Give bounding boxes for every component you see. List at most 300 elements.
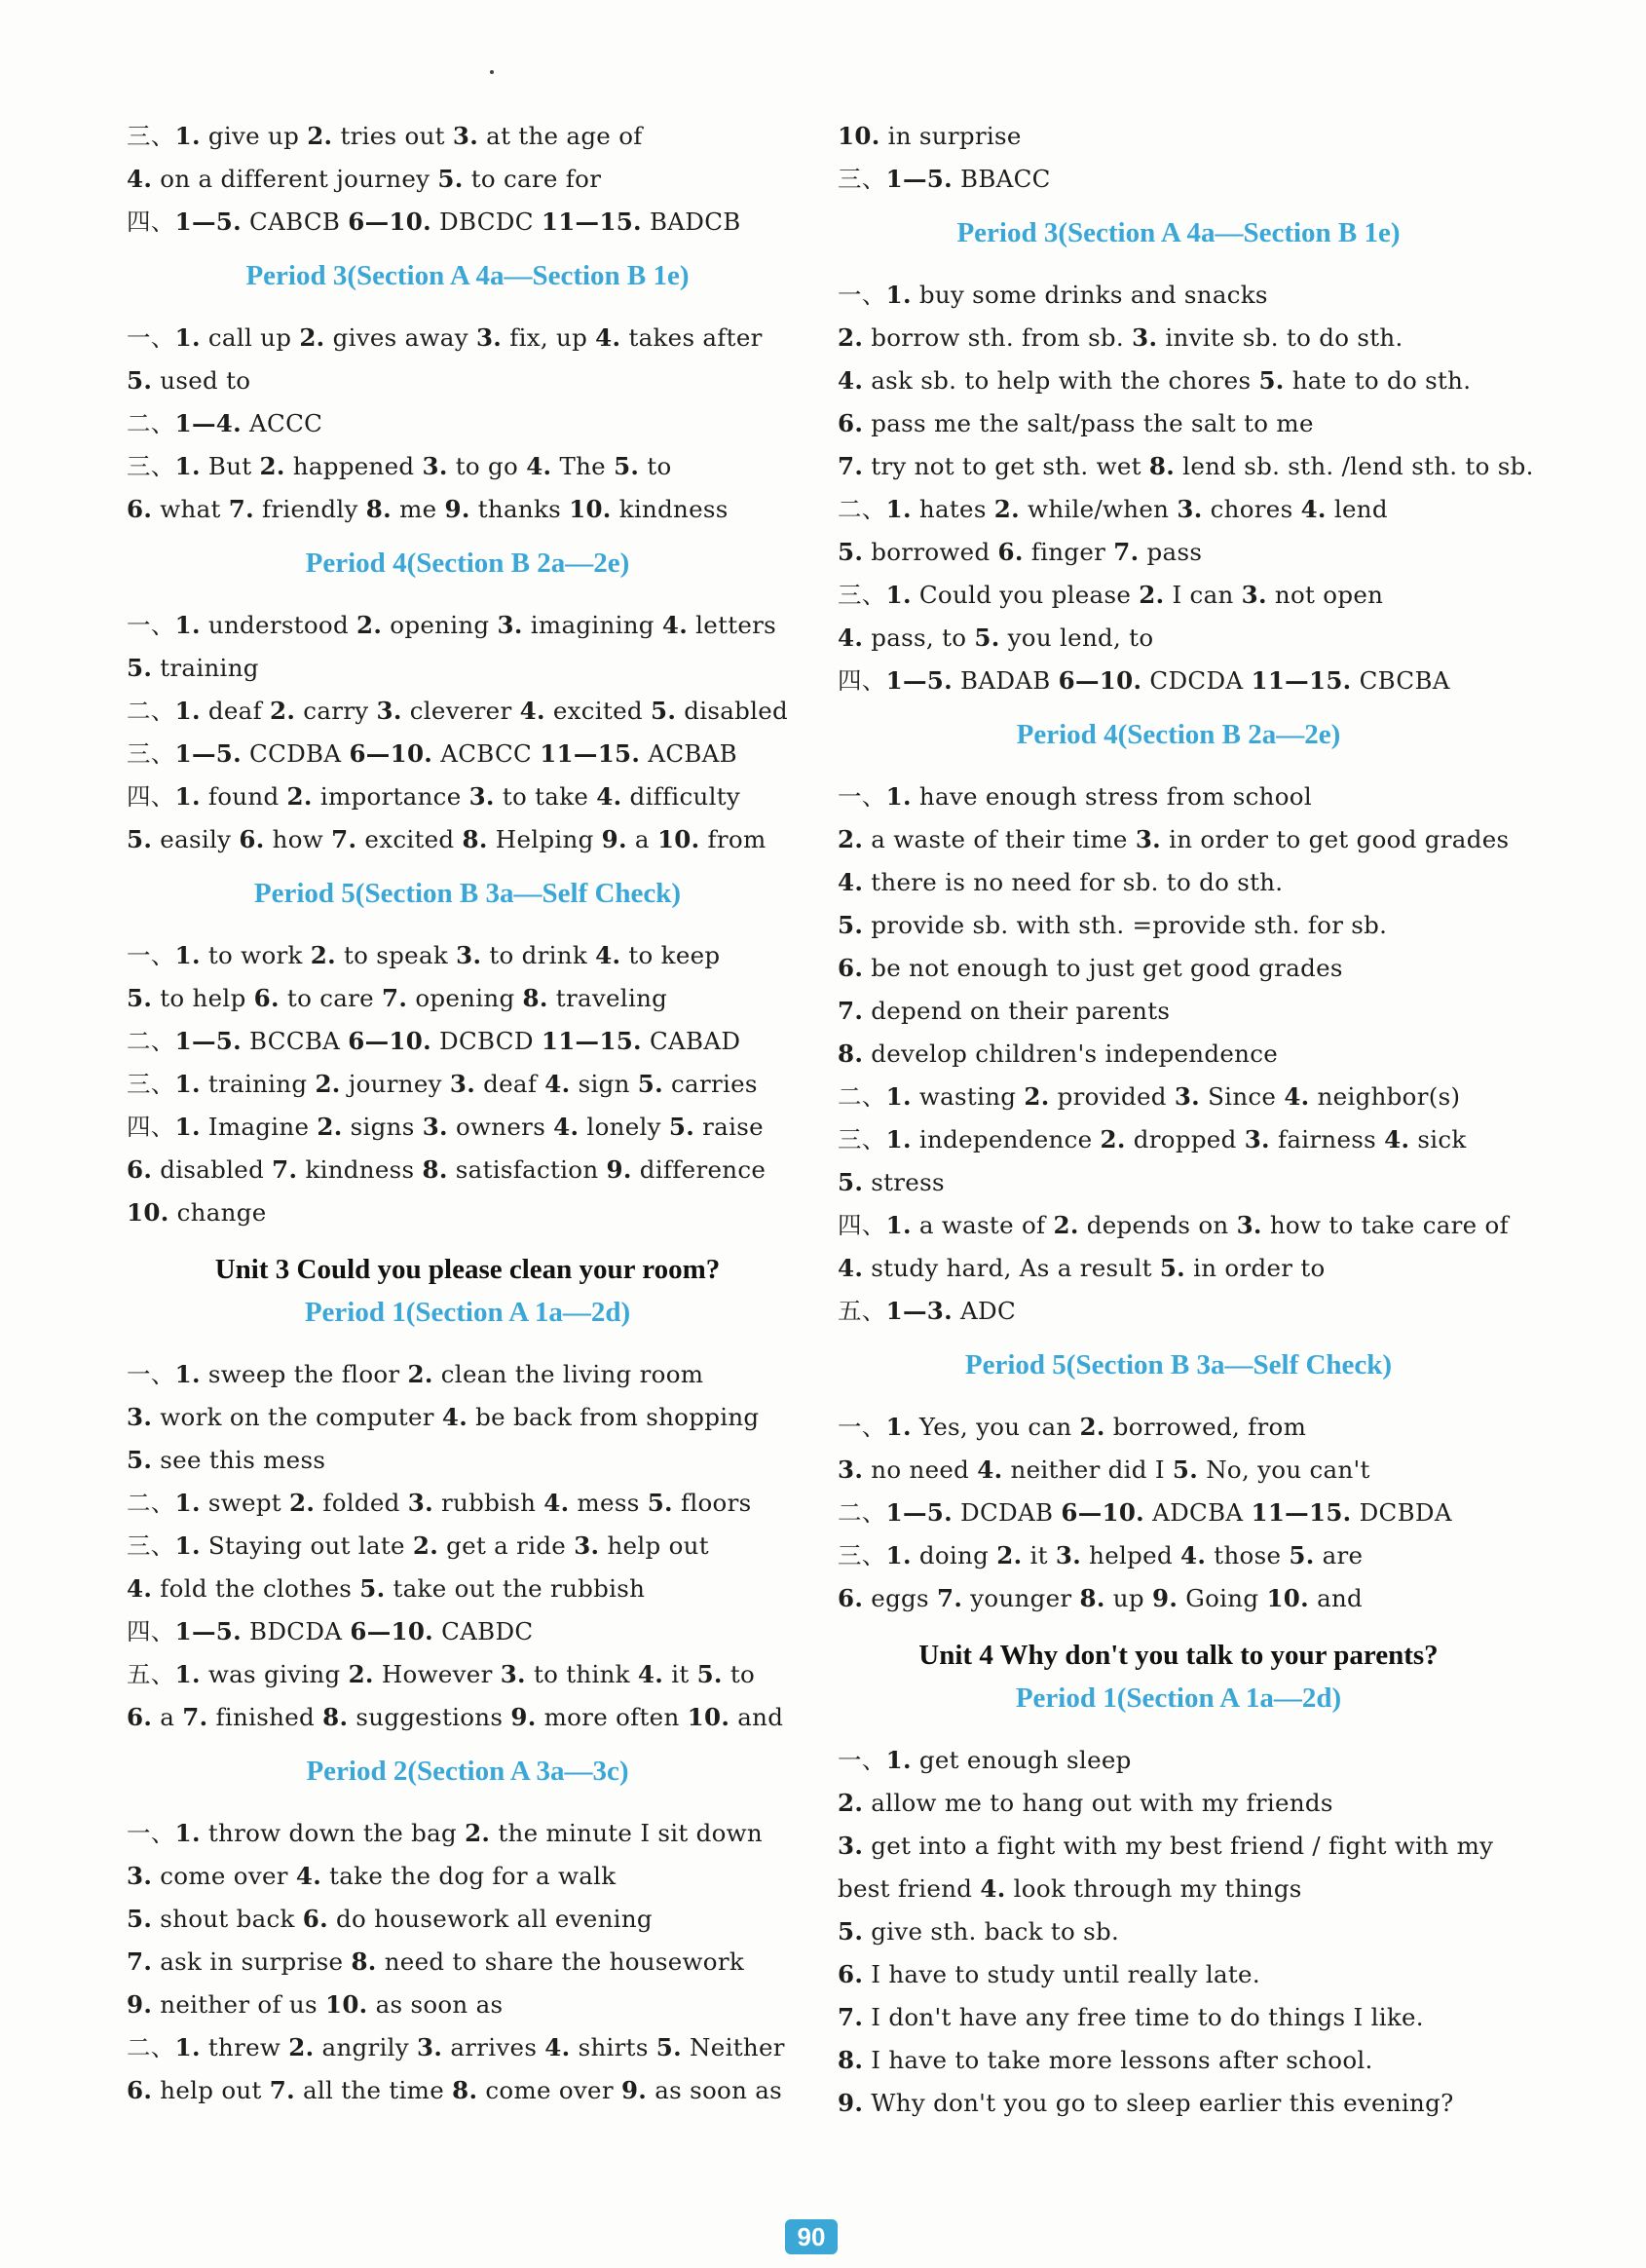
answer-text: Neither	[681, 2033, 785, 2061]
answer-line	[838, 1739, 1519, 1782]
answer-text: are	[1314, 1541, 1364, 1569]
answer-line	[838, 1782, 1519, 1825]
item-number: 5.	[127, 825, 153, 853]
answer-text: 三、	[127, 452, 175, 480]
answer-text: sweep the floor	[200, 1360, 408, 1388]
item-number: 2.	[299, 323, 325, 352]
answer-text: lonely	[579, 1113, 669, 1141]
answer-line	[838, 158, 1519, 201]
item-number: 8.	[322, 1703, 349, 1731]
answer-line	[838, 990, 1519, 1033]
answer-line	[838, 1996, 1519, 2039]
answer-text: 二、	[127, 1489, 175, 1517]
answer-text: 三、	[127, 122, 175, 150]
answer-text: finished	[207, 1703, 323, 1731]
answer-text: not open	[1266, 581, 1384, 609]
answer-text: excited	[544, 697, 651, 725]
answer-text: to go	[447, 452, 527, 480]
item-number: 7.	[838, 997, 864, 1025]
answer-text: kindness	[297, 1155, 423, 1184]
answer-text: satisfaction	[447, 1155, 607, 1184]
answer-line	[127, 977, 808, 1020]
answer-text: to	[722, 1660, 756, 1688]
item-number: 3.	[468, 782, 495, 811]
answer-line	[127, 1610, 808, 1653]
answer-text: opening	[407, 984, 523, 1012]
answer-text: I can	[1164, 581, 1242, 609]
period-heading: Period 5(Section B 3a—Self Check)	[253, 878, 682, 909]
answer-text: see this mess	[152, 1446, 326, 1474]
answer-text: used to	[152, 366, 251, 395]
item-number: 3.	[417, 2033, 443, 2061]
answer-line	[838, 1204, 1519, 1247]
right-answer-column	[838, 115, 1534, 2125]
item-number: 2.	[1079, 1413, 1105, 1441]
item-number: 5.	[637, 1070, 663, 1098]
item-number: 8.	[522, 984, 548, 1012]
answer-text: threw	[200, 2033, 289, 2061]
answer-line	[127, 1812, 808, 1855]
answer-text: borrowed, from	[1104, 1413, 1307, 1441]
item-number: 4.	[838, 1254, 864, 1282]
answer-text: 一、	[838, 1746, 886, 1774]
answer-text: difficulty	[621, 782, 741, 811]
answer-text: sign	[570, 1070, 638, 1098]
item-number: 11—15.	[1251, 666, 1352, 695]
item-number: 5.	[614, 452, 640, 480]
item-number: 9.	[1151, 1584, 1178, 1612]
answer-text: to care for	[463, 165, 602, 193]
answer-text: take out the rubbish	[385, 1574, 646, 1603]
left-answer-column	[127, 115, 808, 2112]
answer-text: best friend	[838, 1874, 981, 1903]
item-number: 1.	[174, 611, 201, 639]
answer-text: 一、	[838, 782, 886, 811]
item-number: 2.	[315, 1070, 341, 1098]
answer-text: 三、	[838, 1125, 886, 1153]
item-number: 4.	[1300, 495, 1327, 523]
answer-text: CBCBA	[1351, 666, 1450, 695]
answer-text: tries out	[332, 122, 453, 150]
answer-text: easily	[152, 825, 240, 853]
item-number: 1—5.	[885, 666, 953, 695]
answer-line	[838, 1577, 1519, 1620]
answer-text: borrowed	[863, 538, 998, 566]
item-number: 5.	[127, 1905, 153, 1933]
answer-text: on a different journey	[152, 165, 438, 193]
answer-text: Going	[1178, 1584, 1267, 1612]
answer-line	[838, 818, 1519, 861]
answer-text: do housework all evening	[327, 1905, 653, 1933]
answer-line	[838, 488, 1519, 531]
item-number: 5.	[650, 697, 677, 725]
answer-text: you lend, to	[999, 624, 1154, 652]
item-number: 8.	[1079, 1584, 1105, 1612]
item-number: 7.	[937, 1584, 963, 1612]
unit-heading: Unit 4 Why don't you talk to your parents?	[918, 1640, 1439, 1671]
answer-text: 一、	[127, 611, 175, 639]
answer-text: try not to get sth. wet	[863, 452, 1149, 480]
answer-text: deaf	[475, 1070, 545, 1098]
answer-text: it	[663, 1660, 697, 1688]
answer-line	[127, 1568, 808, 1610]
item-number: 2.	[407, 1360, 433, 1388]
answer-text: be not enough to just get good grades	[863, 954, 1343, 982]
item-number: 3.	[452, 122, 479, 150]
answer-text: I have to study until really late.	[863, 1960, 1260, 1988]
item-number: 10.	[838, 122, 880, 150]
item-number: 6—10.	[350, 1617, 434, 1645]
answer-text: ADC	[952, 1297, 1017, 1325]
item-number: 7.	[272, 1155, 298, 1184]
answer-text: to take	[494, 782, 597, 811]
answer-text: have enough stress from school	[911, 782, 1312, 811]
item-number: 6.	[127, 495, 153, 523]
answer-line	[127, 1984, 808, 2026]
answer-line	[127, 1149, 808, 1191]
answer-line	[838, 1492, 1519, 1534]
answer-text: friendly	[253, 495, 366, 523]
item-number: 5.	[974, 624, 1000, 652]
answer-text: 一、	[127, 1360, 175, 1388]
item-number: 10.	[324, 1990, 368, 2019]
item-number: 9.	[620, 2076, 648, 2104]
answer-text: Yes, you can	[911, 1413, 1080, 1441]
answer-text: get a ride	[438, 1531, 575, 1560]
answer-text: how	[264, 825, 332, 853]
item-number: 3.	[1244, 1125, 1270, 1153]
item-number: 2.	[993, 495, 1020, 523]
answer-line	[127, 934, 808, 977]
item-number: 5.	[838, 538, 864, 566]
answer-text: to	[639, 452, 672, 480]
answer-text: 二、	[838, 1082, 886, 1111]
item-number: 2.	[1139, 581, 1165, 609]
answer-text: 二、	[127, 409, 175, 437]
item-number: 2.	[270, 697, 296, 725]
item-number: 1.	[885, 281, 912, 309]
answer-text: disabled	[676, 697, 789, 725]
answer-text: The	[551, 452, 615, 480]
answer-line	[127, 1353, 808, 1396]
answer-text: help out	[599, 1531, 709, 1560]
answer-text: journey	[340, 1070, 450, 1098]
answer-text: floors	[672, 1489, 752, 1517]
answer-text: However	[373, 1660, 501, 1688]
answer-line	[838, 1161, 1519, 1204]
answer-line	[127, 115, 808, 158]
period-heading: Period 4(Section B 2a—2e)	[1016, 719, 1341, 750]
item-number: 4.	[127, 165, 153, 193]
item-number: 6—10.	[1061, 1498, 1145, 1527]
answer-line	[127, 690, 808, 733]
item-number: 7.	[127, 1947, 153, 1976]
item-number: 8.	[462, 825, 488, 853]
item-number: 10.	[656, 825, 700, 853]
answer-line	[838, 1033, 1519, 1076]
period-heading: Period 3(Section A 4a—Section B 1e)	[245, 260, 690, 291]
item-number: 1.	[174, 1531, 201, 1560]
answer-line	[838, 1406, 1519, 1449]
item-number: 3.	[1055, 1541, 1082, 1569]
answer-text: 四、	[127, 208, 175, 236]
item-number: 4.	[595, 323, 621, 352]
item-number: 4.	[1384, 1125, 1410, 1153]
item-number: 3.	[422, 452, 448, 480]
answer-text: come over	[152, 1862, 296, 1890]
answer-text: wasting	[911, 1082, 1025, 1111]
answer-text: invite sb. to do sth.	[1157, 323, 1403, 352]
item-number: 1—5.	[885, 1498, 953, 1527]
item-number: 5.	[838, 1168, 864, 1196]
answer-text: come over	[477, 2076, 621, 2104]
answer-line	[838, 904, 1519, 947]
item-number: 1.	[174, 452, 201, 480]
item-number: 1.	[885, 581, 912, 609]
item-number: 4.	[977, 1455, 1003, 1484]
item-number: 2.	[1024, 1082, 1050, 1111]
answer-text: suggestions	[348, 1703, 511, 1731]
answer-text: younger	[962, 1584, 1080, 1612]
item-number: 5.	[437, 165, 464, 193]
answer-text: more often	[536, 1703, 688, 1731]
answer-line	[838, 1910, 1519, 1953]
item-number: 1.	[174, 122, 201, 150]
answer-text: ADCBA	[1144, 1498, 1252, 1527]
item-number: 4.	[441, 1403, 468, 1431]
answer-text: swept	[200, 1489, 290, 1517]
item-number: 7.	[838, 452, 864, 480]
answer-text: CDCDA	[1141, 666, 1252, 695]
item-number: 7.	[331, 825, 357, 853]
answer-line	[838, 359, 1519, 402]
answer-text: 三、	[127, 1070, 175, 1098]
item-number: 9.	[601, 825, 627, 853]
item-number: 3.	[449, 1070, 476, 1098]
answer-line	[838, 1825, 1519, 1868]
item-number: 3.	[838, 1832, 864, 1860]
answer-text: there is no need for sb. to do sth.	[863, 868, 1284, 896]
item-number: 8.	[838, 2046, 864, 2074]
item-number: 6—10.	[348, 1027, 431, 1055]
item-number: 9.	[510, 1703, 537, 1731]
item-number: 2.	[289, 1489, 316, 1517]
item-number: 3.	[407, 1489, 433, 1517]
answer-text: in surprise	[879, 122, 1022, 150]
answer-text: DBCDC	[430, 208, 542, 236]
answer-text: eggs	[863, 1584, 938, 1612]
answer-line	[127, 1106, 808, 1149]
answer-text: excited	[356, 825, 463, 853]
answer-text: get enough sleep	[911, 1746, 1132, 1774]
item-number: 1.	[885, 1211, 912, 1239]
item-number: 6.	[127, 1703, 153, 1731]
answer-text: 四、	[838, 1211, 886, 1239]
item-number: 1.	[174, 1360, 201, 1388]
item-number: 6.	[302, 1905, 328, 1933]
answer-text: carries	[662, 1070, 758, 1098]
item-number: 5.	[1159, 1254, 1186, 1282]
answer-text: borrow sth. from sb.	[863, 323, 1133, 352]
answer-text: 一、	[838, 281, 886, 309]
answer-line	[127, 158, 808, 201]
answer-text: No, you can't	[1198, 1455, 1370, 1484]
answer-text: fix, up	[502, 323, 596, 352]
answer-text: be back from shopping	[468, 1403, 760, 1431]
answer-text: 二、	[838, 495, 886, 523]
item-number: 1.	[174, 941, 201, 969]
answer-text: a waste of	[911, 1211, 1054, 1239]
item-number: 5.	[127, 1446, 153, 1474]
item-number: 2.	[288, 2033, 315, 2061]
answer-text: gives away	[324, 323, 476, 352]
item-number: 1.	[174, 2033, 201, 2061]
item-number: 7.	[382, 984, 408, 1012]
answer-text: BADAB	[952, 666, 1059, 695]
item-number: 8.	[1148, 452, 1176, 480]
answer-text: study hard, As a result	[863, 1254, 1160, 1282]
period-heading: Period 2(Section A 3a—3c)	[306, 1756, 629, 1787]
answer-line	[127, 1855, 808, 1898]
answer-line	[127, 1439, 808, 1482]
answer-text: a waste of their time	[863, 825, 1136, 853]
item-number: 11—15.	[541, 208, 642, 236]
item-number: 5.	[1258, 366, 1285, 395]
item-number: 7.	[228, 495, 254, 523]
item-number: 3.	[1135, 825, 1162, 853]
answer-text: 四、	[127, 782, 175, 811]
item-number: 3.	[1177, 495, 1203, 523]
item-number: 1—5.	[174, 208, 242, 236]
answer-text: allow me to hang out with my friends	[863, 1789, 1333, 1817]
item-number: 1.	[174, 1113, 201, 1141]
answer-line	[838, 574, 1519, 617]
answer-line	[127, 359, 808, 402]
answer-line	[838, 617, 1519, 660]
answer-line	[127, 402, 808, 445]
item-number: 1.	[885, 1746, 912, 1774]
item-number: 2.	[838, 1789, 864, 1817]
answer-text: 三、	[838, 165, 886, 193]
answer-text: hate to do sth.	[1284, 366, 1472, 395]
answer-line	[838, 1247, 1519, 1290]
answer-line	[127, 201, 808, 244]
item-number: 3.	[475, 323, 503, 352]
answer-text: training	[152, 654, 259, 682]
item-number: 5.	[127, 654, 153, 682]
item-number: 1.	[885, 1082, 912, 1111]
answer-text: 四、	[838, 666, 886, 695]
item-number: 5.	[838, 911, 864, 939]
item-number: 6.	[253, 984, 280, 1012]
answer-line	[127, 1898, 808, 1941]
answer-text: up	[1104, 1584, 1152, 1612]
item-number: 6.	[838, 954, 864, 982]
answer-line	[838, 1534, 1519, 1577]
answer-line	[838, 445, 1534, 488]
answer-text: CCDBA	[241, 739, 350, 768]
unit-heading: Unit 3 Could you please clean your room?	[214, 1254, 721, 1285]
answer-text: importance	[312, 782, 469, 811]
item-number: 8.	[452, 2076, 478, 2104]
item-number: 3.	[838, 1455, 864, 1484]
answer-text: disabled	[152, 1155, 273, 1184]
answer-line	[838, 947, 1519, 990]
answer-line	[127, 1063, 808, 1106]
item-number: 7.	[182, 1703, 208, 1731]
answer-line	[838, 1449, 1519, 1492]
answer-text: pass me the salt/pass the salt to me	[863, 409, 1314, 437]
item-number: 10.	[127, 1198, 169, 1227]
answer-text: look through my things	[1005, 1874, 1302, 1903]
answer-text: fairness	[1269, 1125, 1385, 1153]
item-number: 9.	[127, 1990, 153, 2019]
item-number: 6—10.	[349, 739, 433, 768]
answer-text: all the time	[294, 2076, 453, 2104]
answer-text: call up	[200, 323, 300, 352]
item-number: 5.	[696, 1660, 723, 1688]
answer-text: to work	[200, 941, 311, 969]
answer-text: to drink	[481, 941, 596, 969]
answer-text: CABDC	[433, 1617, 534, 1645]
answer-text: found	[200, 782, 287, 811]
answer-text: need to share the housework	[376, 1947, 744, 1976]
item-number: 2.	[310, 941, 336, 969]
period-heading: Period 1(Section A 1a—2d)	[304, 1297, 631, 1328]
answer-text: while/when	[1019, 495, 1178, 523]
answer-text: Imagine	[200, 1113, 318, 1141]
item-number: 1—5.	[174, 1027, 242, 1055]
answer-text: 二、	[127, 697, 175, 725]
answer-text: opening	[382, 611, 498, 639]
item-number: 2.	[286, 782, 313, 811]
answer-text: Staying out late	[200, 1531, 413, 1560]
answer-text: rubbish	[432, 1489, 544, 1517]
answer-text: lend	[1326, 495, 1388, 523]
answer-text: 一、	[127, 941, 175, 969]
page-number: 90	[785, 2219, 838, 2254]
item-number: 2.	[412, 1531, 439, 1560]
answer-text: 五、	[127, 1660, 175, 1688]
item-number: 2.	[465, 1819, 491, 1847]
item-number: 4.	[543, 1489, 570, 1517]
answer-text: 四、	[127, 1617, 175, 1645]
answer-text: shout back	[152, 1905, 303, 1933]
item-number: 8.	[422, 1155, 448, 1184]
item-number: 3.	[422, 1113, 448, 1141]
answer-text: But	[200, 452, 260, 480]
answer-text: 二、	[127, 1027, 175, 1055]
answer-text: pass	[1139, 538, 1203, 566]
answer-text: and	[1308, 1584, 1364, 1612]
item-number: 5.	[655, 2033, 682, 2061]
answer-text: Could you please	[911, 581, 1140, 609]
answer-line	[127, 2026, 808, 2069]
item-number: 4.	[838, 366, 864, 395]
answer-line	[127, 1941, 808, 1984]
item-number: 8.	[365, 495, 392, 523]
answer-line	[838, 2039, 1519, 2082]
answer-text: in order to	[1185, 1254, 1326, 1282]
answer-text: ACBCC	[432, 739, 541, 768]
answer-text: finger	[1023, 538, 1114, 566]
answer-line	[838, 317, 1519, 359]
item-number: 5.	[647, 1489, 673, 1517]
answer-text: angrily	[314, 2033, 418, 2061]
item-number: 2.	[838, 323, 864, 352]
answer-text: deaf	[200, 697, 271, 725]
item-number: 5.	[668, 1113, 695, 1141]
